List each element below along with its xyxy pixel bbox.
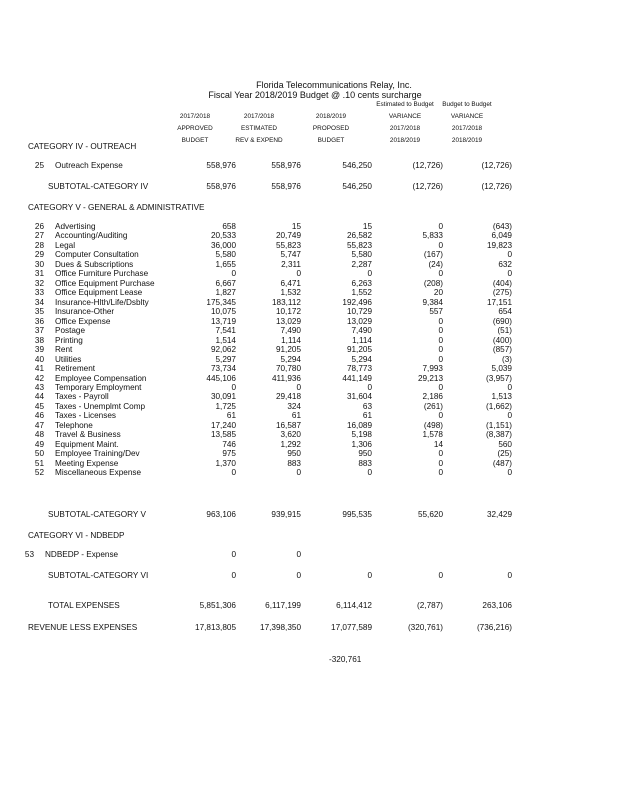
amount-cell: 0 <box>438 449 443 459</box>
amount-cell: 0 <box>296 571 301 580</box>
line-label: Insurance-Hlth/Life/Dsblty <box>55 297 149 307</box>
amount-cell: (3) <box>501 354 512 364</box>
amount-cell: (261) <box>423 401 443 411</box>
line-label: Dues & Subscriptions <box>55 259 134 269</box>
subtotal-label: SUBTOTAL-CATEGORY VI <box>48 571 149 580</box>
amount-cell: (208) <box>423 278 443 288</box>
line-label: Computer Consultation <box>55 250 139 260</box>
amount-cell: 17,240 <box>210 420 236 430</box>
amount-cell: 557 <box>429 307 443 317</box>
line-label: Telephone <box>55 420 93 430</box>
line-number: 35 <box>34 307 44 317</box>
amount-cell: 16,089 <box>346 420 372 430</box>
amount-cell: 13,719 <box>210 316 236 326</box>
amount-cell: 746 <box>222 439 236 449</box>
amount-cell: 0 <box>438 382 443 392</box>
amount-cell: (12,726) <box>412 182 443 191</box>
line-label: NDBEDP - Expense <box>45 550 119 559</box>
amount-cell: (51) <box>497 326 512 336</box>
amount-cell: (2,787) <box>417 601 443 610</box>
amount-cell: 441,149 <box>342 373 372 383</box>
amount-cell: 55,823 <box>275 240 301 250</box>
amount-cell: 20,533 <box>210 231 236 241</box>
amount-cell: 61 <box>362 411 372 421</box>
line-number: 34 <box>34 297 44 307</box>
total-expenses-label: TOTAL EXPENSES <box>48 601 120 610</box>
line-number: 41 <box>34 364 44 374</box>
column-header-line: 2018/2019 <box>451 137 483 144</box>
amount-cell: 10,075 <box>210 307 236 317</box>
line-label: Advertising <box>55 222 96 231</box>
amount-cell: 0 <box>507 411 512 421</box>
amount-cell: 1,827 <box>215 288 236 298</box>
amount-cell: 995,535 <box>342 510 372 519</box>
amount-cell: 632 <box>498 259 512 269</box>
amount-cell: (167) <box>423 250 443 260</box>
amount-cell: 7,490 <box>280 326 301 336</box>
amount-cell: 0 <box>438 269 443 279</box>
line-label: Employee Compensation <box>55 373 147 383</box>
amount-cell: 1,725 <box>215 401 236 411</box>
amount-cell: (320,761) <box>407 623 443 632</box>
amount-cell: 6,114,412 <box>336 601 372 610</box>
amount-cell: (12,726) <box>481 182 512 191</box>
column-header-line: ESTIMATED <box>240 125 278 132</box>
amount-cell: 0 <box>438 354 443 364</box>
line-label: Office Equipment Lease <box>55 288 143 298</box>
line-label: Taxes - Payroll <box>55 392 109 402</box>
amount-cell: (24) <box>428 259 443 269</box>
amount-cell: 2,287 <box>351 259 372 269</box>
column-header-line: 2017/2018 <box>179 113 211 120</box>
line-number: 51 <box>34 458 44 468</box>
amount-cell: (275) <box>492 288 512 298</box>
amount-cell: (400) <box>492 335 512 345</box>
amount-cell: (487) <box>492 458 512 468</box>
amount-cell: (736,216) <box>476 623 512 632</box>
column-header-line: 2018/2019 <box>315 113 347 120</box>
amount-cell: 70,780 <box>275 364 301 374</box>
amount-cell: 7,993 <box>422 364 443 374</box>
line-number: 45 <box>34 401 44 411</box>
line-label: Outreach Expense <box>55 161 123 170</box>
category-heading: CATEGORY IV - OUTREACH <box>28 142 137 151</box>
amount-cell: 5,297 <box>215 354 236 364</box>
amount-cell: 939,915 <box>271 510 301 519</box>
amount-cell: 0 <box>438 326 443 336</box>
amount-cell: 558,976 <box>271 161 301 170</box>
line-number: 40 <box>34 354 44 364</box>
line-label: Office Expense <box>55 316 111 326</box>
amount-cell: 78,773 <box>346 364 372 374</box>
line-number: 29 <box>34 250 44 260</box>
amount-cell: 5,294 <box>351 354 372 364</box>
amount-cell: 16,587 <box>275 420 301 430</box>
amount-cell: 1,114 <box>352 335 372 345</box>
line-number: 27 <box>34 231 44 241</box>
line-label: Insurance-Other <box>55 307 115 317</box>
amount-cell: 0 <box>438 316 443 326</box>
amount-cell: 9,384 <box>422 297 443 307</box>
amount-cell: 15 <box>291 222 301 231</box>
line-number: 38 <box>34 335 44 345</box>
amount-cell: 1,292 <box>280 439 301 449</box>
amount-cell: 0 <box>296 382 301 392</box>
amount-cell: 1,306 <box>351 439 372 449</box>
line-label: Taxes - Unemplmt Comp <box>55 401 146 411</box>
amount-cell: 5,294 <box>280 354 301 364</box>
amount-cell: (3,957) <box>486 373 512 383</box>
amount-cell: 950 <box>358 449 372 459</box>
amount-cell: 546,250 <box>342 161 372 170</box>
amount-cell: 10,172 <box>275 307 301 317</box>
amount-cell: 0 <box>438 571 443 580</box>
amount-cell: 0 <box>231 550 236 559</box>
amount-cell: 558,976 <box>271 182 301 191</box>
amount-cell: 2,311 <box>281 259 301 269</box>
amount-cell: (1,662) <box>486 401 512 411</box>
line-label: Legal <box>55 240 76 250</box>
amount-cell: (8,387) <box>486 430 512 440</box>
amount-cell: 0 <box>438 240 443 250</box>
amount-cell: 13,029 <box>346 316 372 326</box>
amount-cell: 0 <box>367 468 372 478</box>
amount-cell: 17,077,589 <box>331 623 372 632</box>
amount-cell: 1,552 <box>351 288 372 298</box>
line-number: 43 <box>34 382 44 392</box>
amount-cell: 5,851,306 <box>199 601 236 610</box>
amount-cell: 5,039 <box>491 364 512 374</box>
amount-cell: 14 <box>433 439 443 449</box>
line-label: Rent <box>55 345 73 355</box>
amount-cell: 29,213 <box>417 373 443 383</box>
amount-cell: 883 <box>358 458 372 468</box>
amount-cell: 0 <box>507 250 512 260</box>
line-number: 44 <box>34 392 44 402</box>
line-label: Accounting/Auditing <box>55 231 128 241</box>
amount-cell: 1,370 <box>215 458 236 468</box>
column-header-line: VARIANCE <box>450 113 484 120</box>
amount-cell: 0 <box>438 411 443 421</box>
amount-cell: 0 <box>438 345 443 355</box>
amount-cell: 5,747 <box>280 250 301 260</box>
amount-cell: 183,112 <box>272 297 301 307</box>
subtotal-label: SUBTOTAL-CATEGORY IV <box>48 182 149 191</box>
amount-cell: (12,726) <box>481 161 512 170</box>
amount-cell: 963,106 <box>206 510 236 519</box>
amount-cell: (643) <box>492 222 512 231</box>
amount-cell: 13,585 <box>210 430 236 440</box>
amount-cell: 2,186 <box>422 392 443 402</box>
amount-cell: 13,029 <box>275 316 301 326</box>
amount-cell: 558,976 <box>206 161 236 170</box>
amount-cell: 5,833 <box>422 231 443 241</box>
amount-cell: 19,823 <box>486 240 512 250</box>
amount-cell: 17,813,805 <box>195 623 236 632</box>
amount-cell: 658 <box>222 222 236 231</box>
line-label: Travel & Business <box>55 430 121 440</box>
column-header-line: VARIANCE <box>388 113 422 120</box>
category-heading: CATEGORY V - GENERAL & ADMINISTRATIVE <box>28 203 205 212</box>
amount-cell: 445,106 <box>206 373 236 383</box>
line-number: 31 <box>34 269 44 279</box>
amount-cell: 92,062 <box>210 345 236 355</box>
line-number: 50 <box>34 449 44 459</box>
amount-cell: 6,049 <box>491 231 512 241</box>
amount-cell: 263,106 <box>482 601 512 610</box>
page-subtitle: Fiscal Year 2018/2019 Budget @ .10 cents surcharge <box>208 90 422 100</box>
amount-cell: 0 <box>507 269 512 279</box>
line-number: 26 <box>34 222 44 231</box>
amount-cell: 6,471 <box>280 278 301 288</box>
amount-cell: 6,263 <box>351 278 372 288</box>
amount-cell: 6,117,199 <box>265 601 301 610</box>
amount-cell: (857) <box>492 345 512 355</box>
amount-cell: 55,823 <box>346 240 372 250</box>
amount-cell: 975 <box>222 449 236 459</box>
amount-cell: 0 <box>231 571 236 580</box>
amount-cell: 0 <box>231 269 236 279</box>
line-number: 48 <box>34 430 44 440</box>
amount-cell: 1,655 <box>215 259 236 269</box>
amount-cell: 91,205 <box>275 345 301 355</box>
amount-cell: 15 <box>362 222 372 231</box>
line-number: 33 <box>34 288 44 298</box>
line-number: 39 <box>34 345 44 355</box>
amount-cell: 1,114 <box>281 335 301 345</box>
line-label: Taxes - Licenses <box>55 411 116 421</box>
amount-cell: 10,729 <box>346 307 372 317</box>
amount-cell: 0 <box>296 269 301 279</box>
amount-cell: 883 <box>287 458 301 468</box>
amount-cell: 1,532 <box>280 288 301 298</box>
column-header-line: APPROVED <box>177 125 213 132</box>
amount-cell: 0 <box>507 468 512 478</box>
line-label: Office Furniture Purchase <box>55 269 149 279</box>
amount-cell: (690) <box>492 316 512 326</box>
column-header-line: 2017/2018 <box>243 113 275 120</box>
amount-cell: 1,514 <box>215 335 236 345</box>
amount-cell: 0 <box>507 382 512 392</box>
column-header-line: 2017/2018 <box>451 125 483 132</box>
amount-cell: 558,976 <box>206 182 236 191</box>
amount-cell: (1,151) <box>486 420 512 430</box>
amount-cell: 32,429 <box>486 510 512 519</box>
revenue-less-expenses-label: REVENUE LESS EXPENSES <box>28 623 138 632</box>
line-number: 28 <box>34 240 44 250</box>
amount-cell: 61 <box>291 411 301 421</box>
amount-cell: 17,398,350 <box>260 623 301 632</box>
amount-cell: 3,620 <box>280 430 301 440</box>
line-number: 37 <box>34 326 44 336</box>
line-number: 30 <box>34 259 44 269</box>
amount-cell: 0 <box>367 382 372 392</box>
amount-cell: 6,667 <box>215 278 236 288</box>
column-header-line: BUDGET <box>317 137 345 144</box>
amount-cell: 324 <box>287 401 301 411</box>
amount-cell: 7,490 <box>351 326 372 336</box>
line-number: 42 <box>34 373 44 383</box>
amount-cell: 546,250 <box>342 182 372 191</box>
line-number: 47 <box>34 420 44 430</box>
amount-cell: 63 <box>362 401 372 411</box>
line-number: 46 <box>34 411 44 421</box>
amount-cell: 29,418 <box>275 392 301 402</box>
amount-cell: 30,091 <box>210 392 236 402</box>
amount-cell: (404) <box>492 278 512 288</box>
column-header-line: 2017/2018 <box>389 125 421 132</box>
column-header-line: PROPOSED <box>312 125 350 132</box>
amount-cell: 654 <box>498 307 512 317</box>
amount-cell: 0 <box>367 269 372 279</box>
amount-cell: 5,198 <box>351 430 372 440</box>
amount-cell: 36,000 <box>210 240 236 250</box>
org-title: Florida Telecommunications Relay, Inc. <box>256 80 412 90</box>
amount-cell: (12,726) <box>412 161 443 170</box>
amount-cell: 0 <box>438 335 443 345</box>
amount-cell: 0 <box>438 468 443 478</box>
amount-cell: 7,541 <box>215 326 236 336</box>
amount-cell: 0 <box>438 222 443 231</box>
amount-cell: 192,496 <box>342 297 372 307</box>
amount-cell: 73,734 <box>210 364 236 374</box>
line-number: 52 <box>34 468 44 478</box>
line-label: Employee Training/Dev <box>55 449 140 459</box>
amount-cell: (25) <box>497 449 512 459</box>
line-label: Meeting Expense <box>55 458 119 468</box>
amount-cell: 20,749 <box>275 231 301 241</box>
amount-cell: 1,513 <box>491 392 512 402</box>
amount-cell: 91,205 <box>346 345 372 355</box>
line-label: Temporary Employment <box>55 382 142 392</box>
amount-cell: 31,604 <box>346 392 372 402</box>
amount-cell: 0 <box>438 458 443 468</box>
amount-cell: 950 <box>287 449 301 459</box>
amount-cell: 55,620 <box>417 510 443 519</box>
amount-cell: 26,582 <box>346 231 372 241</box>
amount-cell: 5,580 <box>351 250 372 260</box>
amount-cell: 0 <box>367 571 372 580</box>
line-number: 32 <box>34 278 44 288</box>
amount-cell: 0 <box>296 468 301 478</box>
amount-cell: (498) <box>423 420 443 430</box>
subtotal-label: SUBTOTAL-CATEGORY V <box>48 510 146 519</box>
column-header-line: BUDGET <box>181 137 209 144</box>
amount-cell: 17,151 <box>486 297 512 307</box>
line-label: Postage <box>55 326 86 336</box>
line-number: 53 <box>24 550 34 559</box>
amount-cell: 0 <box>231 382 236 392</box>
column-header-line: REV & EXPEND <box>235 137 283 144</box>
line-number: 49 <box>34 439 44 449</box>
column-header-line: Estimated to Budget <box>376 101 434 108</box>
amount-cell: 1,578 <box>422 430 443 440</box>
line-label: Printing <box>55 335 83 345</box>
line-label: Retirement <box>55 364 96 374</box>
line-label: Utilities <box>55 354 82 364</box>
amount-cell: 560 <box>498 439 512 449</box>
line-number: 36 <box>34 316 44 326</box>
amount-cell: 0 <box>507 571 512 580</box>
line-label: Office Equipment Purchase <box>55 278 155 288</box>
category-heading: CATEGORY VI - NDBEDP <box>28 531 125 540</box>
footnote-value: -320,761 <box>329 655 362 664</box>
amount-cell: 175,345 <box>206 297 236 307</box>
amount-cell: 61 <box>226 411 236 421</box>
column-header-line: Budget to Budget <box>442 101 492 108</box>
amount-cell: 5,580 <box>215 250 236 260</box>
line-label: Miscellaneous Expense <box>55 468 142 478</box>
amount-cell: 0 <box>231 468 236 478</box>
amount-cell: 20 <box>433 288 443 298</box>
amount-cell: 411,936 <box>272 373 301 383</box>
amount-cell: 0 <box>296 550 301 559</box>
column-header-line: 2018/2019 <box>389 137 421 144</box>
line-number: 25 <box>34 161 44 170</box>
line-label: Equipment Maint. <box>55 439 119 449</box>
